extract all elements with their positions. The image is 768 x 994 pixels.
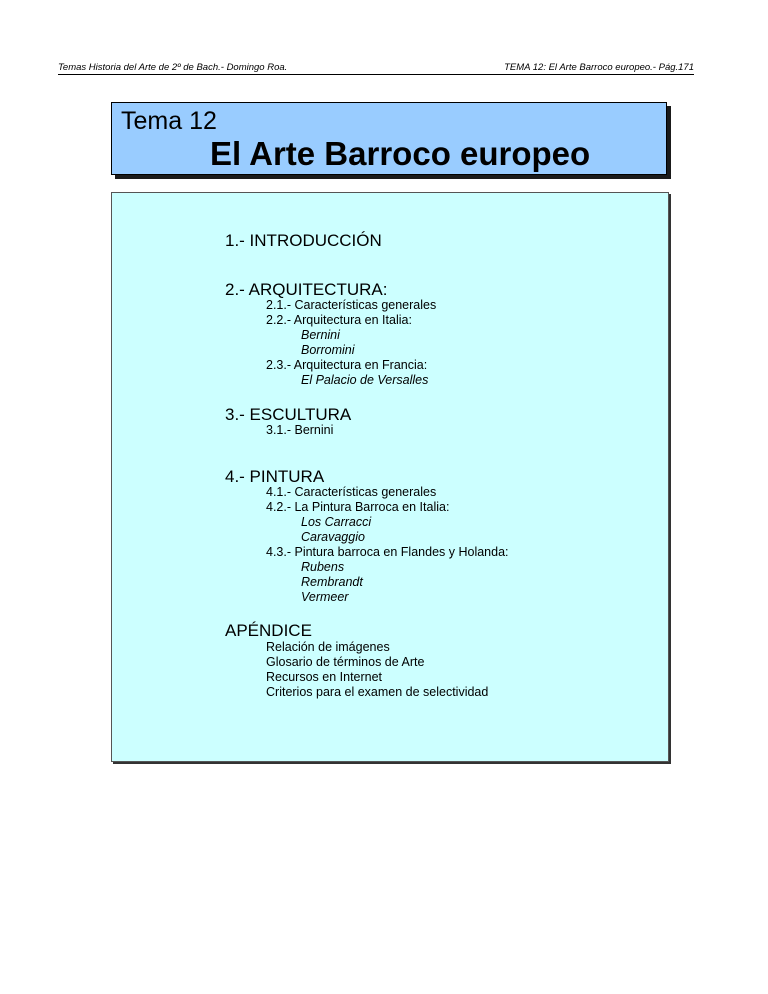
toc-subsection: 2.1.- Características generales [266,298,437,312]
toc-subsection: 2.3.- Arquitectura en Francia: [266,358,428,372]
toc-artist: Caravaggio [301,530,365,544]
toc-artwork: El Palacio de Versalles [301,373,429,387]
toc-section-pintura: 4.- PINTURA [225,467,325,486]
toc-appendix-item: Relación de imágenes [266,640,390,654]
toc-appendix-item: Criterios para el examen de selectividad [266,685,489,699]
page-header [58,62,694,75]
toc-subsection: 4.3.- Pintura barroca en Flandes y Holanda: [266,545,509,559]
toc-subsection: 3.1.- Bernini [266,423,334,437]
toc-artist: Borromini [301,343,355,357]
toc-subsection: 4.1.- Características generales [266,485,437,499]
toc-artist: Rembrandt [301,575,363,589]
toc-appendix-item: Glosario de términos de Arte [266,655,425,669]
header-course-author: Temas Historia del Arte de 2º de Bach.- Domingo Roa. [58,62,288,73]
toc-artist: Los Carracci [301,515,372,529]
page-title: El Arte Barroco europeo [210,135,591,172]
table-of-contents [111,192,669,762]
toc-artist: Vermeer [301,590,349,604]
toc-subsection: 4.2.- La Pintura Barroca en Italia: [266,500,450,514]
toc-section-apendice: APÉNDICE [225,621,312,640]
title-box [111,102,667,175]
toc-subsection: 2.2.- Arquitectura en Italia: [266,313,412,327]
header-topic-page: TEMA 12: El Arte Barroco europeo.- Pág.171 [504,62,694,73]
toc-section-arquitectura: 2.- ARQUITECTURA: [225,280,388,299]
toc-artist: Rubens [301,560,345,574]
toc-appendix-item: Recursos en Internet [266,670,383,684]
toc-artist: Bernini [301,328,340,342]
toc-section-escultura: 3.- ESCULTURA [225,405,352,424]
toc-section-introduccion: 1.- INTRODUCCIÓN [225,231,382,250]
topic-number: Tema 12 [121,107,217,135]
